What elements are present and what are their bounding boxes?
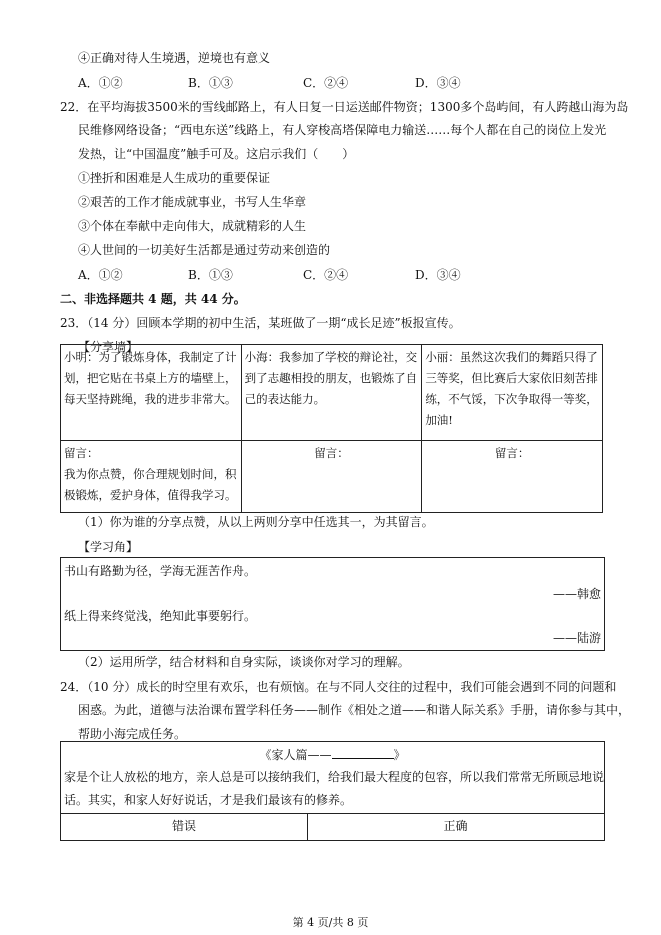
q24-line-3: 帮助小海完成任务。 [78, 727, 187, 741]
q23-stem: 23．（14 分）回顾本学期的初中生活，某班做了一期“成长足迹”板报宣传。 [60, 316, 461, 330]
section-heading: 二、非选择题共 4 题，共 44 分。 [60, 292, 246, 306]
q22-line-3: 发热，让“中国温度”触手可及。这启示我们（ ） [78, 147, 355, 161]
q21-option-d: D．③④ [415, 76, 461, 90]
q21-option-a: A．①② [78, 76, 123, 90]
family-box-divider [61, 813, 604, 814]
q22-line-1: 22．在平均海拔3500米的雪线邮路上，有人日复一日运送邮件物资；1300多个岛屿间，有人跨越山海为岛 [60, 100, 629, 114]
q22-line-2: 民维修网络设备；“西电东送”线路上，有人穿梭高塔保障电力输送……每个人都在自己的岗位上发光 [78, 123, 607, 137]
q22-item-2: ②艰苦的工作才能成就事业，书写人生华章 [78, 195, 307, 209]
share-cell-xiaoming: 小明：为了锻炼身体，我制定了计 划，把它贴在书桌上方的墙壁上， 每天坚持跳绳，我的进步非常大。 [61, 345, 242, 441]
share-cell-xiaohai: 小海：我参加了学校的辩论社，交 到了志趣相投的朋友，也锻炼了自 己的表达能力。 [241, 345, 422, 441]
q23-sub1: （1）你为谁的分享点赞，从以上两则分享中任选其一，为其留言。 [78, 515, 434, 529]
family-box-line-1: 家是个让人放松的地方，亲人总是可以接纳我们，给我们最大程度的包容，所以我们常常无所顾忌地说 [64, 770, 605, 784]
blank-underline [332, 747, 394, 759]
family-box [60, 741, 605, 841]
share-wall-label: 【分享墙】 [78, 340, 139, 354]
q24-line-1: 24．（10 分）成长的时空里有欢乐，也有烦恼。在与不同人交往的过程中，我们可能会遇到不同的问题和 [60, 680, 617, 694]
col-right: 正确 [443, 819, 468, 833]
author-1: ——韩愈 [552, 587, 601, 601]
q22-item-1: ①挫折和困难是人生成功的重要保证 [78, 171, 271, 185]
q24-line-2: 困惑。为此，道德与法治课布置学科任务——制作《相处之道——和谐人际关系》手册，请你参与其中， [78, 703, 631, 717]
message-cell-3: 留言： [422, 441, 603, 513]
q22-item-4: ④人世间的一切美好生活都是通过劳动来创造的 [78, 243, 331, 257]
quote-1: 书山有路勤为径，学海无涯苦作舟。 [64, 564, 257, 578]
q22-option-b: B．①③ [188, 268, 233, 282]
q22-option-d: D．③④ [415, 268, 461, 282]
q21-item-4: ④正确对待人生境遇，逆境也有意义 [78, 51, 271, 65]
message-cell-1: 留言： 我为你点赞，你合理规划时间，积 极锻炼，爱护身体，值得我学习。 [61, 441, 242, 513]
page-footer: 第 4 页/共 8 页 [292, 916, 369, 929]
message-cell-2: 留言： [241, 441, 422, 513]
author-2: ——陆游 [552, 631, 601, 645]
q22-item-3: ③个体在奉献中走向伟大，成就精彩的人生 [78, 219, 307, 233]
q22-options [78, 266, 578, 282]
family-box-line-2: 话。其实，和家人好好说话，才是我们最该有的修养。 [64, 793, 353, 807]
share-cell-xiaoli: 小丽：虽然这次我们的舞蹈只得了 三等奖，但比赛后大家依旧刻苦排 练，不气馁，下次争取得一等奖， 加油! [422, 345, 603, 441]
family-box-title: 《家人篇—— 》 [259, 748, 406, 762]
q21-options [78, 74, 578, 90]
study-corner-label: 【学习角】 [78, 540, 139, 554]
q21-option-c: C．②④ [303, 76, 349, 90]
q22-option-a: A．①② [78, 268, 123, 282]
quote-2: 纸上得来终觉浅，绝知此事要躬行。 [64, 609, 257, 623]
col-wrong: 错误 [171, 819, 196, 833]
study-corner-box [60, 557, 605, 651]
q23-sub2: （2）运用所学，结合材料和自身实际，谈谈你对学习的理解。 [78, 655, 410, 669]
q22-option-c: C．②④ [303, 268, 349, 282]
share-wall-table [60, 344, 603, 513]
q21-option-b: B．①③ [188, 76, 233, 90]
